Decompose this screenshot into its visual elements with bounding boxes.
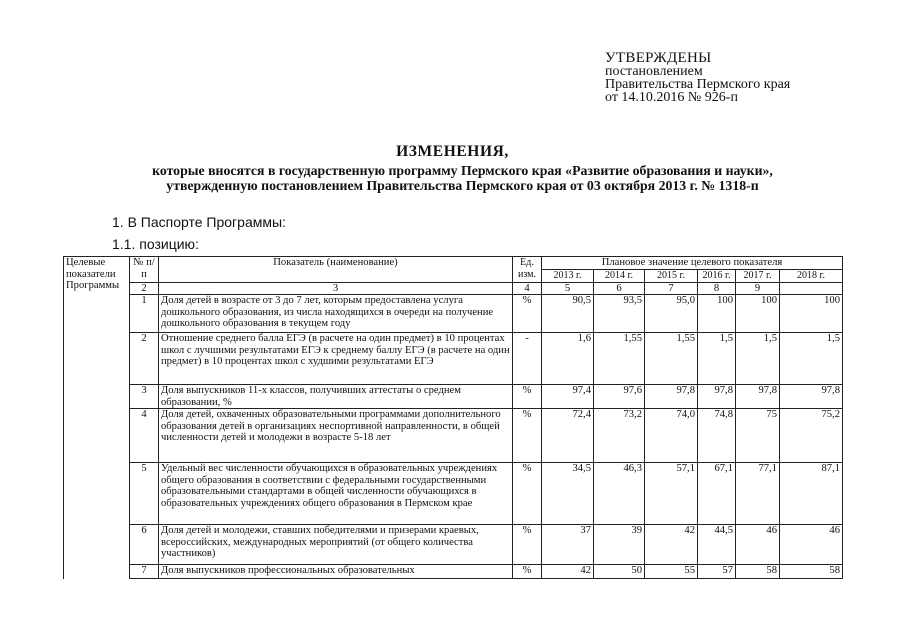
approval-title: УТВЕРЖДЕНЫ bbox=[605, 50, 712, 66]
value-cell: 87,1 bbox=[780, 463, 843, 525]
row-number: 1 bbox=[130, 295, 159, 333]
value-cell: 58 bbox=[736, 565, 780, 579]
header-number: № п/п bbox=[130, 257, 159, 283]
value-cell: 37 bbox=[542, 525, 594, 565]
value-cell: 39 bbox=[594, 525, 645, 565]
header-indicator-name: Показатель (наименование) bbox=[159, 257, 513, 283]
document-subtitle bbox=[0, 163, 905, 193]
header-year: 2017 г. bbox=[736, 269, 780, 282]
empty-cell bbox=[64, 295, 130, 333]
value-cell: 100 bbox=[736, 295, 780, 333]
column-index: 5 bbox=[542, 282, 594, 295]
subsection-heading: 1.1. позицию: bbox=[112, 236, 199, 252]
column-index: 8 bbox=[698, 282, 736, 295]
row-number: 2 bbox=[130, 333, 159, 385]
value-cell: 50 bbox=[594, 565, 645, 579]
empty-cell bbox=[64, 463, 130, 525]
row-number: 6 bbox=[130, 525, 159, 565]
indicators-table bbox=[63, 256, 843, 579]
value-cell: 74,0 bbox=[645, 409, 698, 463]
column-index: 6 bbox=[594, 282, 645, 295]
empty-cell bbox=[64, 409, 130, 463]
header-planned-value: Плановое значение целевого показателя bbox=[542, 257, 843, 270]
table-row bbox=[64, 525, 843, 565]
unit-cell: % bbox=[513, 463, 542, 525]
value-cell: 42 bbox=[542, 565, 594, 579]
header-year: 2016 г. bbox=[698, 269, 736, 282]
column-index: 3 bbox=[159, 282, 513, 295]
column-index bbox=[780, 282, 843, 295]
indicator-name: Доля детей и молодежи, ставших победителями и призерами краевых, всероссийских, международных мероприятий (от общего количества участников) bbox=[159, 525, 513, 565]
value-cell: 55 bbox=[645, 565, 698, 579]
unit-cell: % bbox=[513, 525, 542, 565]
value-cell: 67,1 bbox=[698, 463, 736, 525]
unit-cell: % bbox=[513, 295, 542, 333]
unit-cell: - bbox=[513, 333, 542, 385]
value-cell: 34,5 bbox=[542, 463, 594, 525]
value-cell: 97,6 bbox=[594, 385, 645, 409]
value-cell: 74,8 bbox=[698, 409, 736, 463]
table-row bbox=[64, 565, 843, 579]
value-cell: 1,55 bbox=[594, 333, 645, 385]
document-title: ИЗМЕНЕНИЯ, bbox=[396, 143, 509, 160]
value-cell: 42 bbox=[645, 525, 698, 565]
empty-cell bbox=[64, 565, 130, 579]
approval-date: от 14.10.2016 № 926-п bbox=[605, 90, 738, 105]
subtitle-line-2: утвержденную постановлением Правительства Пермского края от 03 октября 2013 г. № 1318-п bbox=[166, 178, 759, 193]
value-cell: 44,5 bbox=[698, 525, 736, 565]
indicator-name: Удельный вес численности обучающихся в образовательных учреждениях общего образования в соответствии с федеральными государственными образовательными стандартами в общей численности обучающихся в образовательных учреждениях общего образования в Пермском крае bbox=[159, 463, 513, 525]
column-index: 2 bbox=[130, 282, 159, 295]
header-year: 2018 г. bbox=[780, 269, 843, 282]
value-cell: 93,5 bbox=[594, 295, 645, 333]
indicator-name: Доля детей в возрасте от 3 до 7 лет, которым предоставлена услуга дошкольного образования, из числа находящихся в очереди на получение дошкольного образования в текущем году bbox=[159, 295, 513, 333]
table-row bbox=[64, 333, 843, 385]
header-unit-line-1: Ед. bbox=[520, 257, 534, 268]
value-cell: 1,5 bbox=[698, 333, 736, 385]
value-cell: 97,4 bbox=[542, 385, 594, 409]
value-cell: 100 bbox=[698, 295, 736, 333]
approval-line: Правительства Пермского края bbox=[605, 77, 791, 92]
column-index-row bbox=[64, 282, 843, 295]
approval-block bbox=[605, 52, 790, 104]
header-year: 2015 г. bbox=[645, 269, 698, 282]
value-cell: 90,5 bbox=[542, 295, 594, 333]
header-row-1 bbox=[64, 257, 843, 270]
value-cell: 57 bbox=[698, 565, 736, 579]
row-number: 7 bbox=[130, 565, 159, 579]
value-cell: 1,5 bbox=[736, 333, 780, 385]
header-unit bbox=[513, 257, 542, 283]
value-cell: 75 bbox=[736, 409, 780, 463]
approval-line: постановлением bbox=[605, 64, 703, 79]
column-index: 4 bbox=[513, 282, 542, 295]
header-year: 2014 г. bbox=[594, 269, 645, 282]
empty-cell bbox=[64, 385, 130, 409]
value-cell: 1,5 bbox=[780, 333, 843, 385]
value-cell: 72,4 bbox=[542, 409, 594, 463]
row-number: 4 bbox=[130, 409, 159, 463]
table-row bbox=[64, 385, 843, 409]
table-row bbox=[64, 409, 843, 463]
unit-cell: % bbox=[513, 409, 542, 463]
section-heading: 1. В Паспорте Программы: bbox=[112, 214, 286, 230]
value-cell: 97,8 bbox=[698, 385, 736, 409]
value-cell: 73,2 bbox=[594, 409, 645, 463]
value-cell: 46,3 bbox=[594, 463, 645, 525]
indicator-name: Доля выпускников профессиональных образовательных bbox=[159, 565, 513, 579]
indicator-name: Отношение среднего балла ЕГЭ (в расчете на один предмет) в 10 процентах школ с лучшими результатами ЕГЭ к среднему баллу ЕГЭ (в расчете на один предмет) в 10 процентах школ с худшими результатами ЕГЭ bbox=[159, 333, 513, 385]
indicator-name: Доля выпускников 11-х классов, получивших аттестаты о среднем образовании, % bbox=[159, 385, 513, 409]
value-cell: 97,8 bbox=[645, 385, 698, 409]
column-index: 9 bbox=[736, 282, 780, 295]
value-cell: 97,8 bbox=[780, 385, 843, 409]
column-index: 7 bbox=[645, 282, 698, 295]
value-cell: 100 bbox=[780, 295, 843, 333]
row-number: 5 bbox=[130, 463, 159, 525]
value-cell: 46 bbox=[780, 525, 843, 565]
empty-cell bbox=[64, 525, 130, 565]
indicator-name: Доля детей, охваченных образовательными программами дополнительного образования детей в организациях неспортивной направленности, в общей численности детей и молодежи в возрасте 5-18 лет bbox=[159, 409, 513, 463]
value-cell: 1,55 bbox=[645, 333, 698, 385]
unit-cell: % bbox=[513, 385, 542, 409]
table-row bbox=[64, 463, 843, 525]
value-cell: 75,2 bbox=[780, 409, 843, 463]
subtitle-line-1: которые вносятся в государственную программу Пермского края «Развитие образования и науки», bbox=[152, 163, 773, 178]
value-cell: 95,0 bbox=[645, 295, 698, 333]
unit-cell: % bbox=[513, 565, 542, 579]
header-target-indicators: Целевые показатели Программы bbox=[64, 257, 130, 295]
header-year: 2013 г. bbox=[542, 269, 594, 282]
value-cell: 97,8 bbox=[736, 385, 780, 409]
value-cell: 1,6 bbox=[542, 333, 594, 385]
header-unit-line-2: изм. bbox=[518, 268, 536, 280]
value-cell: 46 bbox=[736, 525, 780, 565]
value-cell: 57,1 bbox=[645, 463, 698, 525]
table-row bbox=[64, 295, 843, 333]
value-cell: 77,1 bbox=[736, 463, 780, 525]
row-number: 3 bbox=[130, 385, 159, 409]
value-cell: 58 bbox=[780, 565, 843, 579]
empty-cell bbox=[64, 333, 130, 385]
